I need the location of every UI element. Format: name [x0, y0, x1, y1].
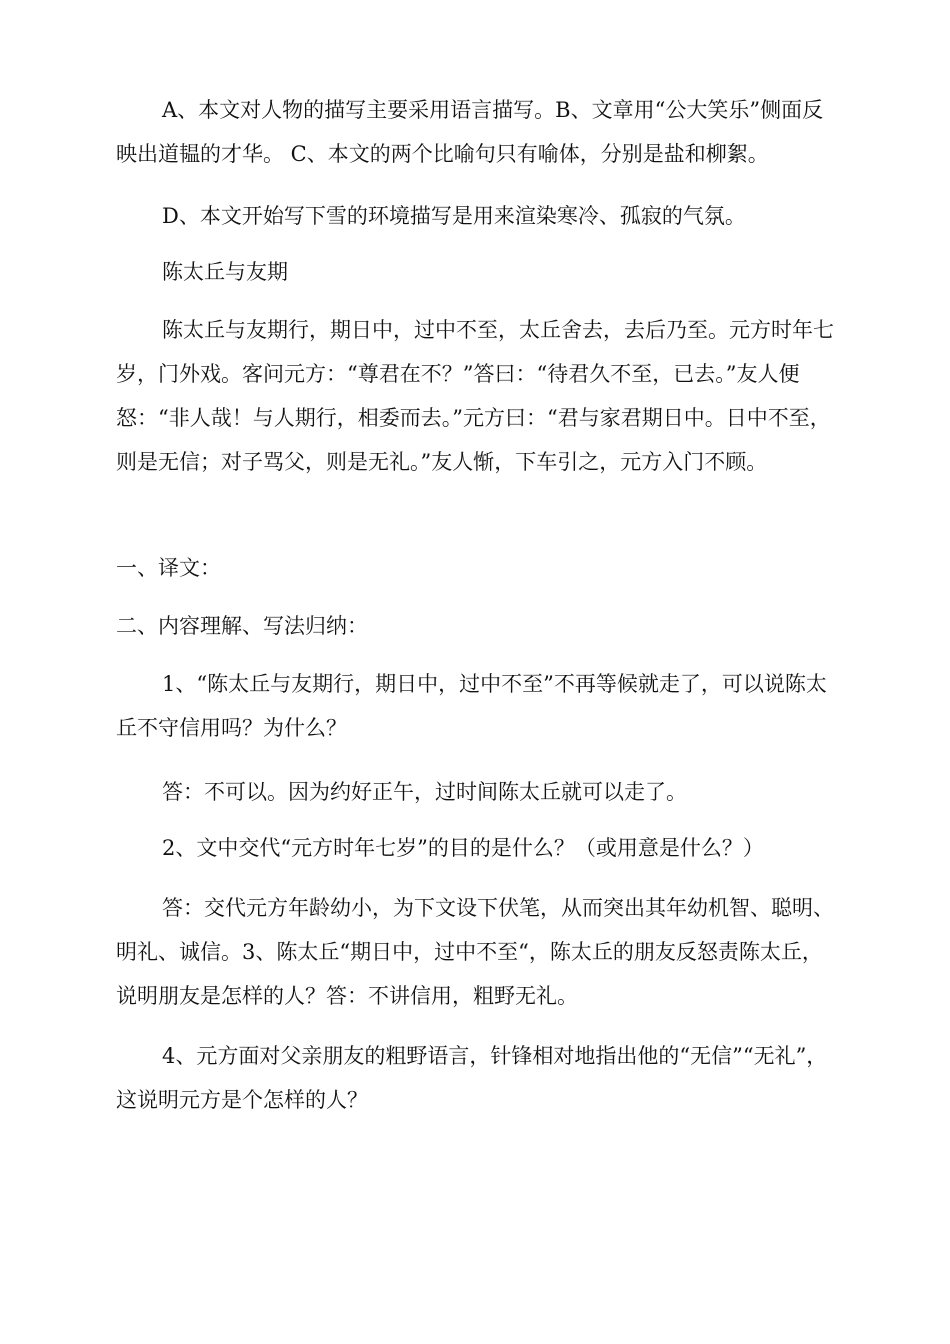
answer-2-and-question-3: 答：交代元方年龄幼小，为下文设下伏笔，从而突出其年幼机智、聪明、明礼、诚信。3、陈太丘“期日中，过中不至“，陈太丘的朋友反怒责陈太丘，说明朋友是怎样的人？答：不讲信用，粗野无礼。	[116, 896, 834, 1008]
question-1: 1、“陈太丘与友期行，期日中，过中不至”不再等候就走了，可以说陈太丘不守信用吗？为什么？	[116, 672, 827, 740]
heading-content-analysis: 二、内容理解、写法归纳：	[116, 614, 368, 638]
answer-1: 答：不可以。因为约好正午，过时间陈太丘就可以走了。	[162, 780, 687, 804]
heading-translation: 一、译文：	[116, 556, 221, 580]
paragraph-option-d: D、本文开始写下雪的环境描写是用来渲染寒冷、孤寂的气氛。	[162, 204, 746, 228]
question-2: 2、文中交代“元方时年七岁”的目的是什么？（或用意是什么？）	[162, 836, 764, 860]
paragraph-classical-text: 陈太丘与友期行，期日中，过中不至，太丘舍去，去后乃至。元方时年七岁，门外戏。客问元方：“尊君在不？”答曰：“待君久不至，已去。”友人便怒：“非人哉！与人期行，相委而去。”元方曰：“君与家君期日中。日中不至，则是无信；对子骂父，则是无礼。”友人惭，下车引之，元方入门不顾。	[116, 318, 834, 474]
paragraph-options-abc: A、本文对人物的描写主要采用语言描写。B、文章用“公大笑乐”侧面反映出道韫的才华。 C、本文的两个比喻句只有喻体，分别是盐和柳絮。	[116, 98, 824, 166]
question-4: 4、元方面对父亲朋友的粗野语言，针锋相对地指出他的“无信”“无礼”，这说明元方是个怎样的人？	[116, 1044, 828, 1112]
section-title: 陈太丘与友期	[162, 260, 288, 284]
